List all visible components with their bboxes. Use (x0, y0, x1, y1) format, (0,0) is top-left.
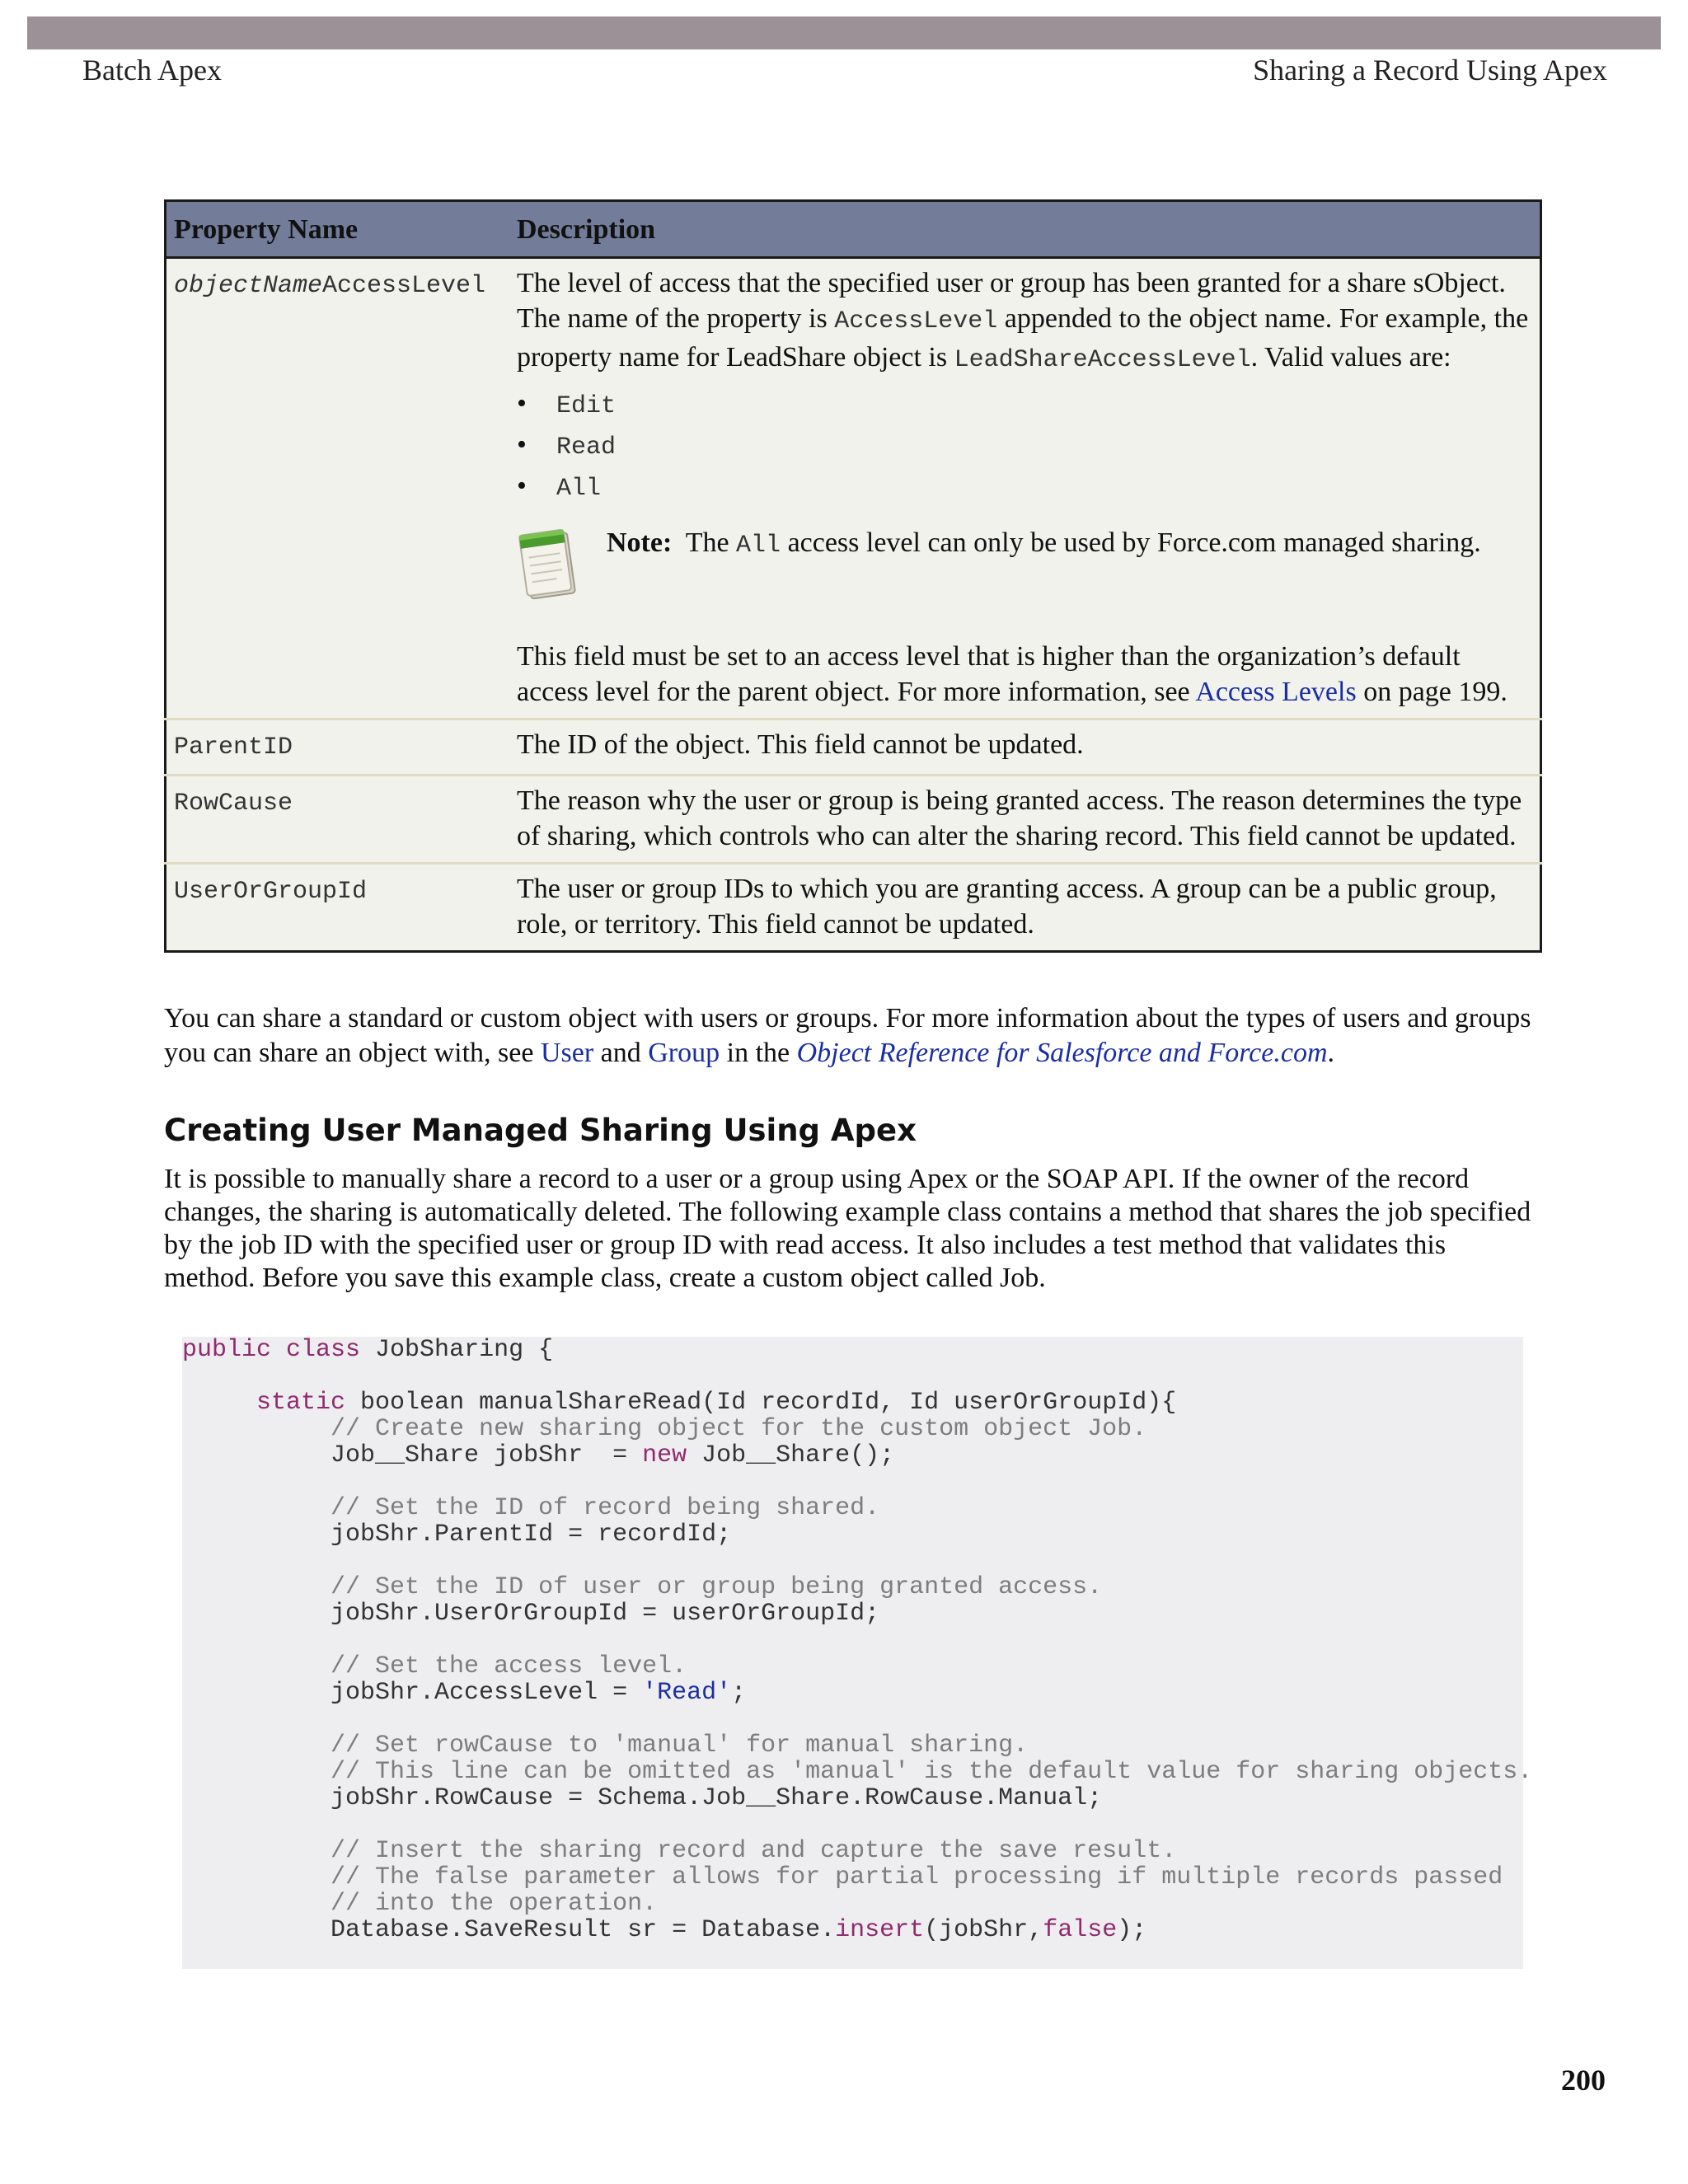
list-item (517, 424, 1532, 466)
inline-code: AccessLevel (834, 307, 998, 335)
code-line: jobShr.UserOrGroupId = userOrGroupId; (331, 1600, 880, 1628)
code-listing (182, 1337, 1532, 1943)
note-part: The (685, 527, 737, 558)
code-block (182, 1336, 1533, 1969)
code-line: jobShr.ParentId = recordId; (331, 1521, 732, 1549)
code-comment: // This line can be omitted as 'manual' is the default value for sharing objects. (331, 1758, 1533, 1786)
code-line: JobSharing { (360, 1336, 554, 1364)
intro-paragraph (164, 1001, 1542, 1071)
intro-part: and (593, 1038, 649, 1068)
valid-values-list (517, 383, 1532, 507)
hint-part: on page 199. (1356, 677, 1507, 707)
property-name-cell (166, 776, 510, 864)
bullet: • (517, 471, 527, 501)
code-comment: // Insert the sharing record and capture the save result. (331, 1837, 1177, 1865)
group-link[interactable]: Group (648, 1038, 720, 1068)
table-row (166, 776, 1541, 864)
note-box (517, 515, 1532, 639)
value-edit: Edit (556, 392, 617, 420)
code-comment: // Set rowCause to 'manual' for manual sharing. (331, 1732, 1029, 1760)
code-line: (jobShr, (924, 1916, 1043, 1944)
note-text (607, 525, 1481, 564)
property-name-suffix: AccessLevel (322, 272, 486, 300)
note-part: access level can only be used by Force.com managed sharing. (781, 527, 1481, 558)
code-line: jobShr.RowCause = Schema.Job__Share.RowCause.Manual; (331, 1784, 1103, 1812)
value-all: All (556, 475, 602, 503)
user-link[interactable]: User (540, 1038, 594, 1068)
access-levels-link[interactable]: Access Levels (1195, 677, 1357, 707)
top-bar (27, 16, 1661, 49)
code-comment: // The false parameter allows for partial processing if multiple records passed (331, 1863, 1503, 1891)
code-line: Job__Share(); (687, 1441, 895, 1469)
running-header-left: Batch Apex (82, 54, 222, 87)
property-table (164, 199, 1542, 953)
code-line: Database.SaveResult sr = Database. (331, 1916, 836, 1944)
code-keyword: static (256, 1389, 346, 1417)
property-name-cell (166, 864, 510, 952)
code-line: boolean manualShareRead(Id recordId, Id userOrGroupId){ (345, 1389, 1177, 1417)
code-keyword: public class (182, 1336, 361, 1364)
property-description-cell: The reason why the user or group is being granted access. The reason determines the type of sharing, which controls who can alter the sharing record. This field cannot be updated. (509, 776, 1541, 864)
bullet: • (517, 429, 527, 460)
code-line: jobShr.AccessLevel = (331, 1679, 643, 1707)
note-label: Note: (607, 527, 673, 558)
code-string: 'Read' (642, 1679, 732, 1707)
column-header-property-name: Property Name (166, 201, 510, 258)
code-keyword: new (642, 1441, 687, 1469)
code-line: ; (731, 1679, 747, 1707)
code-line: ); (1117, 1916, 1147, 1944)
code-keyword: insert (835, 1916, 925, 1944)
value-read: Read (556, 434, 617, 462)
list-item (517, 383, 1532, 424)
table-row (166, 258, 1541, 719)
property-name-italic: objectName (174, 272, 323, 300)
intro-part: . (1327, 1038, 1334, 1068)
code-line: Job__Share jobShr = (331, 1441, 643, 1469)
code-comment: // Set the ID of record being shared. (331, 1494, 880, 1522)
description-part: The level of access that the specified user or group has been granted for a share sObject. The name of the property is (517, 268, 1506, 334)
description-part: appended to the object name. For example, the property name for LeadShare object is (517, 303, 1529, 373)
table-row (166, 864, 1541, 952)
column-header-description: Description (509, 201, 1541, 258)
bullet: • (517, 388, 527, 419)
page-number: 200 (1561, 2064, 1606, 2097)
running-header-right: Sharing a Record Using Apex (1253, 54, 1607, 87)
list-item (517, 466, 1532, 507)
code-comment: // Create new sharing object for the custom object Job. (331, 1415, 1147, 1443)
property-name-cell (166, 258, 510, 719)
table-row (166, 719, 1541, 776)
access-level-hint (517, 639, 1532, 710)
property-description-cell: The ID of the object. This field cannot be updated. (509, 719, 1541, 776)
section-heading: Creating User Managed Sharing Using Apex (164, 1113, 917, 1148)
code-comment: // Set the ID of user or group being granted access. (331, 1573, 1103, 1601)
inline-code: LeadShareAccessLevel (954, 346, 1251, 374)
section-body: It is possible to manually share a record to a user or a group using Apex or the SOAP API. If the owner of the record changes, the sharing is automatically deleted. The following example class contains a method that shares the job specified by the job ID with the specified user or group ID with read access. It also includes a test method that validates this method. Before you save this example class, create a custom object called Job. (164, 1164, 1531, 1293)
note-icon (518, 523, 583, 606)
property-description-cell: The user or group IDs to which you are granting access. A group can be a public group, role, or territory. This field cannot be updated. (509, 864, 1541, 952)
description-text (517, 265, 1532, 378)
property-name: UserOrGroupId (174, 878, 368, 906)
object-reference-link[interactable]: Object Reference for Salesforce and Force.com (796, 1038, 1328, 1068)
property-description-cell (509, 258, 1541, 719)
property-name: RowCause (174, 790, 293, 818)
intro-part: You can share a standard or custom object with users or groups. For more information about the types of users and groups you can share an object with, see (164, 1003, 1531, 1068)
inline-code: All (736, 532, 781, 560)
property-name-cell (166, 719, 510, 776)
code-keyword: false (1043, 1916, 1118, 1944)
description-part: . Valid values are: (1250, 342, 1451, 373)
hint-part: This field must be set to an access level that is higher than the organization’s default access level for the parent object. For more information, see (517, 641, 1461, 707)
property-name: ParentID (174, 733, 293, 762)
code-comment: // into the operation. (331, 1890, 658, 1918)
code-comment: // Set the access level. (331, 1652, 687, 1680)
table-header-row (166, 201, 1541, 258)
intro-part: in the (720, 1038, 797, 1068)
